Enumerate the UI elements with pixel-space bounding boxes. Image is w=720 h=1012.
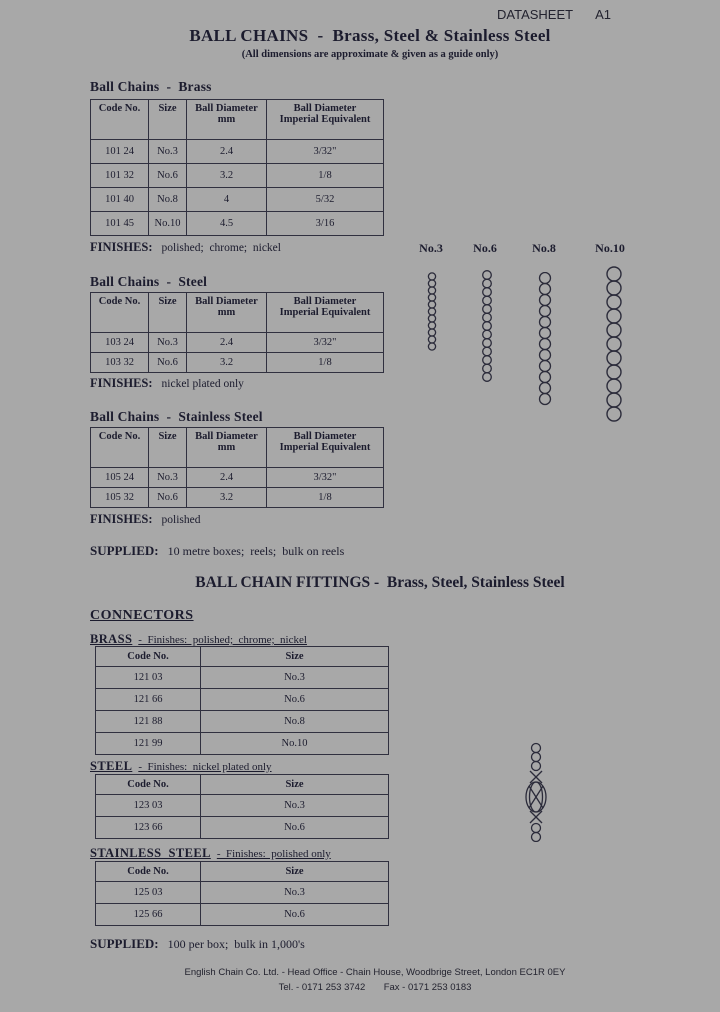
table-row [91,488,384,508]
col-header-size: Size [201,862,389,882]
cell-size: No.10 [149,212,187,236]
stainless-chain-table [90,427,384,508]
page-subtitle: (All dimensions are approximate & given as a guide only) [241,49,499,60]
cell-mm: 2.4 [187,333,267,353]
datasheet-label: DATASHEET [497,7,574,22]
connectors-brass-finishes-note: - Finishes: polished; chrome; nickel [138,634,307,646]
header-row [91,293,384,333]
cell-mm: 4.5 [187,212,267,236]
steel-chain-table [90,292,384,373]
cell-imperial: 3/32" [267,140,384,164]
cell-mm: 4 [187,188,267,212]
finishes-value: nickel plated only [161,378,244,390]
cell-size: No.6 [201,817,389,839]
steel-connectors-table [95,774,389,839]
cell-size: No.3 [201,667,389,689]
header-row [96,862,389,882]
cell-size: No.6 [201,689,389,711]
col-header-size: Size [149,428,187,468]
table-row [91,468,384,488]
cell-imperial: 1/8 [267,353,384,373]
cell-size: No.3 [201,795,389,817]
cell-mm: 2.4 [187,468,267,488]
cell-size: No.3 [201,882,389,904]
footer-address: English Chain Co. Ltd. - Head Office - Chain House, Woodbrige Street, London EC1R 0EY [184,967,566,978]
header-row [96,647,389,667]
col-header-imperial: Ball Diameter Imperial Equivalent [267,428,384,468]
cell-size: No.8 [201,711,389,733]
chain-size-label-no10: No.10 [595,241,625,255]
cell-code: 101 45 [91,212,149,236]
table-row [91,140,384,164]
connectors-brass-heading: BRASS [90,632,133,646]
cell-code: 103 24 [91,333,149,353]
cell-code: 101 24 [91,140,149,164]
cell-code: 101 32 [91,164,149,188]
supplied-label: SUPPLIED: [90,543,159,558]
cell-mm: 3.2 [187,353,267,373]
brass-finishes-line [90,240,281,255]
stainless-connectors-table [95,861,389,926]
chain-illustration-no3 [424,272,440,352]
chain-size-label-no8: No.8 [532,241,556,255]
table-row [96,711,389,733]
cell-mm: 2.4 [187,140,267,164]
table-row [91,164,384,188]
cell-imperial: 1/8 [267,164,384,188]
col-header-code: Code No. [96,775,201,795]
col-header-code: Code No. [96,862,201,882]
cell-size: No.10 [201,733,389,755]
connectors-stainless-heading: STAINLESS STEEL [90,846,211,860]
datasheet-header [497,7,611,22]
table-row [96,795,389,817]
cell-size: No.6 [201,904,389,926]
fittings-supplied-line [90,936,305,952]
col-header-size: Size [149,100,187,140]
cell-size: No.6 [149,353,187,373]
cell-code: 121 03 [96,667,201,689]
table-row [96,733,389,755]
col-header-size: Size [201,775,389,795]
col-header-diameter-mm: Ball Diameter mm [187,293,267,333]
chain-illustration-no10 [603,266,625,424]
cell-imperial: 5/32 [267,188,384,212]
table-row [91,353,384,373]
supplied-label: SUPPLIED: [90,936,159,951]
col-header-code: Code No. [91,428,149,468]
col-header-code: Code No. [91,100,149,140]
cell-size: No.3 [149,140,187,164]
connectors-heading: CONNECTORS [90,608,194,623]
finishes-label: FINISHES: [90,512,153,526]
connector-illustration [518,742,554,842]
cell-code: 123 03 [96,795,201,817]
cell-size: No.8 [149,188,187,212]
cell-size: No.3 [149,333,187,353]
steel-finishes-line [90,376,244,391]
chain-illustration-no8 [535,272,555,406]
col-header-code: Code No. [91,293,149,333]
table-row [91,333,384,353]
cell-imperial: 3/16 [267,212,384,236]
col-header-imperial: Ball Diameter Imperial Equivalent [267,293,384,333]
col-header-size: Size [201,647,389,667]
section-heading-steel: Ball Chains - Steel [90,274,208,289]
finishes-label: FINISHES: [90,240,153,254]
cell-imperial: 3/32" [267,333,384,353]
chain-illustration-no6 [478,270,496,382]
supplied-value: 100 per box; bulk in 1,000's [167,937,305,951]
connectors-steel-finishes-note: - Finishes: nickel plated only [138,761,272,773]
brass-connectors-table [95,646,389,755]
cell-code: 125 66 [96,904,201,926]
table-row [96,817,389,839]
cell-mm: 3.2 [187,488,267,508]
table-row [91,212,384,236]
stainless-finishes-line [90,512,201,527]
fittings-title: BALL CHAIN FITTINGS - Brass, Steel, Stainless Steel [195,574,565,591]
section-heading-brass: Ball Chains - Brass [90,79,212,94]
cell-code: 103 32 [91,353,149,373]
cell-code: 123 66 [96,817,201,839]
cell-code: 121 99 [96,733,201,755]
datasheet-code: A1 [595,7,611,22]
table-row [96,689,389,711]
page-title: BALL CHAINS - Brass, Steel & Stainless Steel [189,26,551,45]
header-row [96,775,389,795]
cell-code: 101 40 [91,188,149,212]
cell-size: No.3 [149,468,187,488]
finishes-label: FINISHES: [90,376,153,390]
cell-code: 125 03 [96,882,201,904]
supplied-value: 10 metre boxes; reels; bulk on reels [167,544,345,558]
cell-code: 121 66 [96,689,201,711]
section-heading-stainless: Ball Chains - Stainless Steel [90,409,263,424]
chains-supplied-line [90,543,344,559]
header-row [91,100,384,140]
header-row [91,428,384,468]
cell-code: 121 88 [96,711,201,733]
connectors-stainless-heading-line [90,844,331,862]
table-row [96,882,389,904]
cell-size: No.6 [149,488,187,508]
col-header-imperial: Ball Diameter Imperial Equivalent [267,100,384,140]
footer-phone: Tel. - 0171 253 3742 Fax - 0171 253 0183 [278,982,472,993]
cell-size: No.6 [149,164,187,188]
cell-code: 105 32 [91,488,149,508]
finishes-value: polished; chrome; nickel [161,242,281,254]
finishes-value: polished [161,514,201,526]
cell-imperial: 1/8 [267,488,384,508]
chain-size-label-no6: No.6 [473,241,497,255]
connectors-stainless-finishes-note: - Finishes: polished only [216,848,331,860]
col-header-diameter-mm: Ball Diameter mm [187,100,267,140]
table-row [91,188,384,212]
brass-chain-table [90,99,384,236]
col-header-diameter-mm: Ball Diameter mm [187,428,267,468]
table-row [96,904,389,926]
chain-size-label-no3: No.3 [419,241,443,255]
table-row [96,667,389,689]
connectors-steel-heading: STEEL [90,759,133,773]
col-header-size: Size [149,293,187,333]
cell-code: 105 24 [91,468,149,488]
cell-imperial: 3/32" [267,468,384,488]
connectors-steel-heading-line [90,757,272,775]
cell-mm: 3.2 [187,164,267,188]
col-header-code: Code No. [96,647,201,667]
